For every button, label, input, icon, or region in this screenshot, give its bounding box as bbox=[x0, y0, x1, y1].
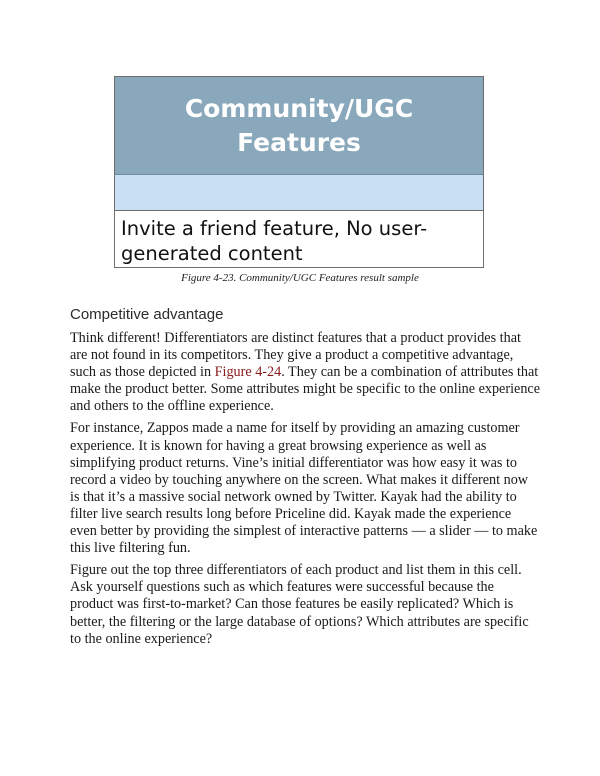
figure-header-title: Community/UGC Features bbox=[184, 93, 414, 157]
figure-body-text: Invite a friend feature, No user-generated content bbox=[121, 217, 428, 265]
figure-4-24-link[interactable]: Figure 4-24 bbox=[214, 364, 282, 381]
paragraph-1-text-b: . They can be a combination of attributes that make the product better. Some attributes might be specific to the online experience and others to the offline experience. bbox=[70, 364, 541, 415]
paragraph-2: For instance, Zappos made a name for itself by providing an amazing customer experience. It is known for having a great browsing experience as well as simplifying product returns. Vine’s initial differentiator was how easy it was to record a video by touching anywhere on the screen. What makes it different now is that it’s a massive social network owned by Twitter. Kayak had the ability to filter live search results long before Priceline did. Kayak made the experience even better by providing the simplest of interactive patterns — a slider — to make this live filtering fun. bbox=[70, 420, 538, 557]
figure-band bbox=[115, 175, 483, 211]
figure-header bbox=[115, 77, 483, 175]
paragraph-3: Figure out the top three differentiators of each product and list them in this cell. Ask yourself questions such as which features were successful because the product was first-to-market? Can those features be easily replicated? Which is better, the filtering or the large database of options? Which attributes are specific to the online experience? bbox=[70, 562, 529, 647]
figure-caption: Figure 4-23. Community/UGC Features result sample bbox=[181, 272, 419, 284]
figure-4-23 bbox=[114, 76, 484, 268]
paragraph-1 bbox=[70, 330, 540, 415]
section-content bbox=[70, 330, 540, 653]
paragraph-1-text-a: Think different! Differentiators are distinct features that a product provides that are not found in its competitors. They give a product a competitive advantage, such as those depicted in bbox=[70, 330, 521, 381]
section-title: Competitive advantage bbox=[70, 306, 224, 323]
